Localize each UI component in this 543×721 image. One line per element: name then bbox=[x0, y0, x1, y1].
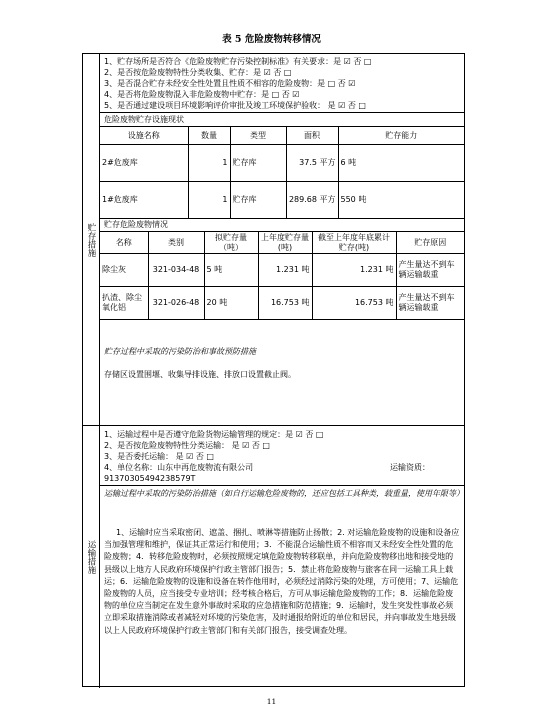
storage-check-3: 3、是否混合贮存未经安全性处置且性质不相容的危险废物：是 □ 否 ☑ bbox=[104, 79, 356, 88]
cell: 16.753 吨 bbox=[312, 287, 396, 320]
transfer-table bbox=[82, 53, 465, 687]
cell: 贮存库 bbox=[230, 182, 286, 219]
transport-qualification-label: 运输资质： bbox=[390, 463, 430, 472]
cell: 321-034-48 bbox=[148, 254, 204, 287]
cell: 6 吨 bbox=[338, 145, 464, 182]
cell: 37.5 平方 bbox=[286, 145, 338, 182]
table-row bbox=[100, 145, 464, 182]
header-cell: 类别 bbox=[148, 232, 204, 254]
table-row bbox=[100, 232, 464, 254]
section-divider bbox=[83, 425, 464, 426]
transport-check-3: 3、是否委托运输： 是 ☑ 否 □ bbox=[104, 452, 214, 461]
cell: 1 bbox=[188, 182, 230, 219]
header-cell: 数量 bbox=[188, 127, 230, 145]
table-row bbox=[100, 182, 464, 219]
divider bbox=[100, 485, 464, 486]
storage-check-4: 4、是否将危险废物混入非危险废物中贮存：是 □ 否 ☑ bbox=[104, 90, 300, 99]
header-cell: 名称 bbox=[100, 232, 148, 254]
header-cell: 面积 bbox=[286, 127, 338, 145]
cell: 产生量达不到车辆运输载重 bbox=[396, 254, 464, 287]
storage-check-2: 2、是否按危险废物特性分类收集、贮存：是 ☑ 否 □ bbox=[104, 68, 292, 77]
facility-heading: 危险废物贮存设施现状 bbox=[104, 115, 184, 124]
cell: 321-026-48 bbox=[148, 287, 204, 320]
cell: 20 吨 bbox=[204, 287, 258, 320]
divider bbox=[100, 112, 464, 113]
cell: 2#危废库 bbox=[100, 145, 188, 182]
cell: 550 吨 bbox=[338, 182, 464, 219]
cell: 除尘灰 bbox=[100, 254, 148, 287]
facility-table bbox=[100, 126, 464, 219]
table-row bbox=[100, 127, 464, 145]
cell: 扒渣、除尘氧化铝 bbox=[100, 287, 148, 320]
table-row bbox=[100, 287, 464, 320]
transport-check-1: 1、运输过程中是否遵守危险货物运输管理的规定：是 ☑ 否 □ bbox=[104, 430, 324, 439]
header-cell: 拟贮存量（吨） bbox=[204, 232, 258, 254]
waste-table bbox=[100, 231, 464, 320]
transport-check-2: 2、是否按危险废物特性分类运输： 是 ☑ 否 □ bbox=[104, 441, 270, 450]
cell: 产生量达不到车辆运输载重 bbox=[396, 287, 464, 320]
page-number: 11 bbox=[266, 697, 277, 706]
cell: 16.753 吨 bbox=[258, 287, 312, 320]
transport-qualification-code: 91370305494238579T bbox=[104, 474, 196, 483]
transport-measures-text: 1、运输时应当采取密闭、遮盖、捆扎、喷淋等措施防止扬散；2. 对运输危险废物的设施和设备应当加强管理和维护，保证其正常运行和使用；3．不能混合运输性质不相容而又未经安全性处置的危险废物；4．转移危险废物时，必须按照规定填危险废物转移联单，并向危险废物移出地和接受地的县级以上地方人民政府环境保护行政主管部门报告；5．禁止将危险废物与旅客在同一运输工具上载运；6．运输危险废物的设施和设备在转作他用时，必须经过消除污染的处理，方可使用；7、运输危险废物的人员，应当接受专业培训；经考核合格后，方可从事运输危险废物的工作；8．运输危险废物的单位应当制定在发生意外事故时采取的应急措施和防范措施；9．运输时，发生突发性事故必须立即采取措施消除或者减轻对环境的污染危害，及时通报给附近的单位和居民，并向事故发生地县级以上人民政府环境保护行政主管部门和有关部门报告，接受调查处理。 bbox=[104, 528, 460, 635]
header-cell: 类型 bbox=[230, 127, 286, 145]
cell: 5 吨 bbox=[204, 254, 258, 287]
header-cell: 贮存能力 bbox=[338, 127, 464, 145]
header-cell: 截至上年度年底累计贮存(吨) bbox=[312, 232, 396, 254]
cell: 1.231 吨 bbox=[258, 254, 312, 287]
cell: 1 bbox=[188, 145, 230, 182]
storage-check-1: 1、贮存场所是否符合《危险废物贮存污染控制标准》有关要求：是 ☑ 否 □ bbox=[104, 57, 372, 66]
cell: 贮存库 bbox=[230, 145, 286, 182]
header-cell: 设施名称 bbox=[100, 127, 188, 145]
header-cell: 上年度贮存量(吨) bbox=[258, 232, 312, 254]
storage-check-5: 5、是否通过建设项目环境影响评价审批及竣工环境保护验收： 是 ☑ 否 □ bbox=[104, 101, 366, 110]
storage-measures-text: 存储区设置围堰、收集导排设施、排放口设置截止阀。 bbox=[104, 370, 296, 379]
table-row bbox=[100, 254, 464, 287]
header-cell: 贮存原因 bbox=[396, 232, 464, 254]
storage-measures-heading: 贮存过程中采取的污染防治和事故预防措施 bbox=[104, 347, 256, 356]
transport-measures-heading: 运输过程中采取的污染防治措施（如自行运输危险废物的，还应包括工具种类，载重量，使用年限等） bbox=[104, 489, 464, 498]
table-title: 表 5 危险废物转移情况 bbox=[222, 34, 321, 45]
waste-heading: 贮存危险废物情况 bbox=[104, 220, 168, 229]
transport-unit-name: 4、单位名称：山东中再危废物流有限公司 bbox=[104, 463, 254, 472]
cell: 289.68 平方 bbox=[286, 182, 338, 219]
cell: 1.231 吨 bbox=[312, 254, 396, 287]
transport-section-label: 运输措施 bbox=[83, 425, 100, 688]
storage-section-label: 贮存措施 bbox=[83, 54, 100, 425]
cell: 1#危废库 bbox=[100, 182, 188, 219]
